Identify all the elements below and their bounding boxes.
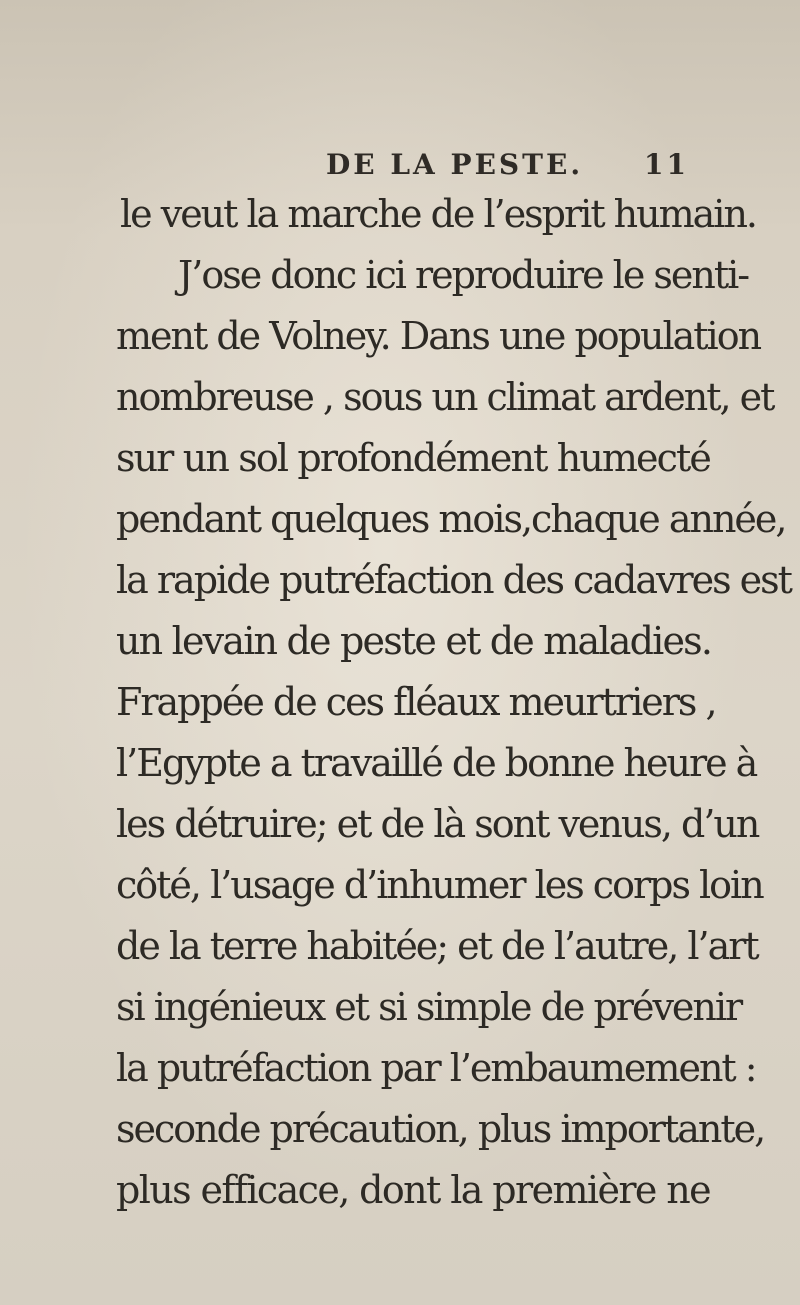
text-line: ment de Volney. Dans une population [116,314,761,358]
text-line: sur un sol profondément humecté [116,436,710,480]
running-title: DE LA PESTE. [326,148,584,181]
text-line: côté, l’usage d’inhumer les corps loin [116,863,763,907]
text-line: pendant quelques mois,chaque année, [116,497,786,541]
text-line: le veut la marche de l’esprit humain. [120,192,757,236]
text-line: seconde précaution, plus importante, [116,1107,765,1151]
text-line: l’Egypte a travaillé de bonne heure à [116,741,757,785]
text-line: Frappée de ces fléaux meurtriers , [116,680,716,724]
page-number: 11 [644,148,689,181]
text-line: plus efficace, dont la première ne [116,1168,711,1212]
text-line: les détruire; et de là sont venus, d’un [116,802,759,846]
text-line: J’ose donc ici reproduire le senti- [178,253,749,297]
text-line: si ingénieux et si simple de prévenir [116,985,742,1029]
text-line: un levain de peste et de maladies. [116,619,712,663]
text-line: nombreuse , sous un climat ardent, et [116,375,774,419]
text-line: de la terre habitée; et de l’autre, l’art [116,924,758,968]
text-line: la putréfaction par l’embaumement : [116,1046,756,1090]
text-line: la rapide putréfaction des cadavres est [116,558,791,602]
